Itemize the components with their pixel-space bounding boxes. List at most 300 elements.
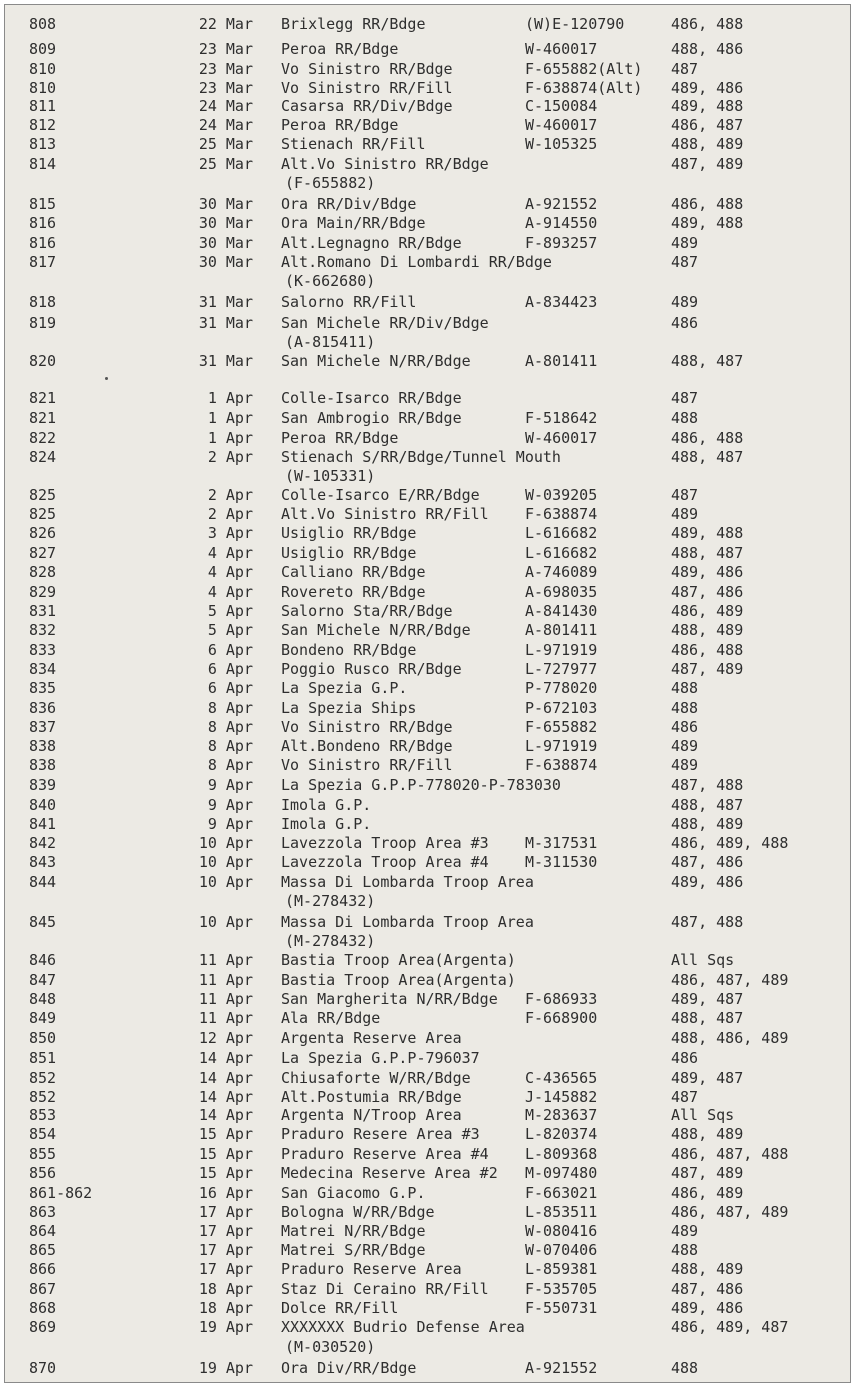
grid-coordinate: M-317531	[525, 834, 598, 852]
target-name: (M-278432)	[285, 892, 376, 910]
grid-coordinate: F-655882	[525, 718, 598, 736]
mission-number: 833	[29, 641, 57, 659]
mission-date: 15 Apr	[198, 1164, 253, 1182]
grid-coordinate: C-436565	[525, 1069, 598, 1087]
target-name: Alt.Postumia RR/Bdge	[281, 1088, 462, 1106]
mission-number: 828	[29, 563, 57, 581]
squadrons: 489, 488	[671, 214, 744, 232]
mission-date: 1 Apr	[207, 389, 253, 407]
mission-number: 844	[29, 873, 57, 891]
squadrons: 487, 489	[671, 1164, 744, 1182]
mission-number: 855	[29, 1145, 57, 1163]
grid-coordinate: L-809368	[525, 1145, 598, 1163]
squadrons: 489	[671, 756, 699, 774]
target-name: (K-662680)	[285, 272, 376, 290]
mission-number: 839	[29, 776, 57, 794]
grid-coordinate: L-820374	[525, 1125, 598, 1143]
mission-number: 831	[29, 602, 57, 620]
target-name: Massa Di Lombarda Troop Area	[281, 873, 534, 891]
mission-number: 837	[29, 718, 57, 736]
mission-number: 808	[29, 15, 57, 33]
target-name: (M-030520)	[285, 1338, 376, 1356]
grid-coordinate: F-638874(Alt)	[525, 79, 643, 97]
grid-coordinate: A-698035	[525, 583, 598, 601]
squadrons: 489	[671, 1222, 699, 1240]
grid-coordinate: A-921552	[525, 195, 598, 213]
mission-date: 17 Apr	[198, 1241, 253, 1259]
grid-coordinate: A-914550	[525, 214, 598, 232]
squadrons: 486, 487	[671, 116, 744, 134]
squadrons: 488, 489	[671, 815, 744, 833]
target-name: Staz Di Ceraino RR/Fill	[281, 1280, 489, 1298]
mission-number: 868	[29, 1299, 57, 1317]
target-name: Argenta Reserve Area	[281, 1029, 462, 1047]
mission-date: 31 Mar	[198, 314, 253, 332]
target-name: Ora Main/RR/Bdge	[281, 214, 426, 232]
mission-number: 821	[29, 389, 57, 407]
mission-number: 853	[29, 1106, 57, 1124]
mission-number: 818	[29, 293, 57, 311]
mission-number: 845	[29, 913, 57, 931]
mission-date: 2 Apr	[207, 448, 253, 466]
mission-number: 849	[29, 1009, 57, 1027]
squadrons: 487	[671, 1088, 699, 1106]
mission-number: 838	[29, 756, 57, 774]
mission-date: 15 Apr	[198, 1125, 253, 1143]
squadrons: 487, 489	[671, 660, 744, 678]
squadrons: 486, 487, 489	[671, 971, 789, 989]
mission-number: 815	[29, 195, 57, 213]
mission-date: 12 Apr	[198, 1029, 253, 1047]
mission-number: 834	[29, 660, 57, 678]
squadrons: 486, 487, 488	[671, 1145, 789, 1163]
squadrons: 488, 489	[671, 621, 744, 639]
mission-number: 847	[29, 971, 57, 989]
target-name: Ora Div/RR/Bdge	[281, 1359, 417, 1377]
mission-date: 6 Apr	[207, 641, 253, 659]
target-name: Rovereto RR/Bdge	[281, 583, 426, 601]
target-name: Alt.Bondeno RR/Bdge	[281, 737, 453, 755]
target-name: Bastia Troop Area(Argenta)	[281, 971, 516, 989]
grid-coordinate: L-616682	[525, 544, 598, 562]
mission-date: 9 Apr	[207, 796, 253, 814]
typed-mission-log-page	[4, 4, 851, 1383]
mission-number: 846	[29, 951, 57, 969]
grid-coordinate: A-746089	[525, 563, 598, 581]
mission-number: 863	[29, 1203, 57, 1221]
mission-date: 11 Apr	[198, 951, 253, 969]
grid-coordinate: A-834423	[525, 293, 598, 311]
squadrons: 488, 486, 489	[671, 1029, 789, 1047]
grid-coordinate: C-150084	[525, 97, 598, 115]
mission-number: 810	[29, 60, 57, 78]
target-name: (A-815411)	[285, 333, 376, 351]
squadrons: 486, 487, 489	[671, 1203, 789, 1221]
ink-speck	[105, 377, 108, 380]
squadrons: 489, 486	[671, 563, 744, 581]
target-name: Lavezzola Troop Area #4	[281, 853, 489, 871]
squadrons: 487	[671, 60, 699, 78]
squadrons: 489, 488	[671, 524, 744, 542]
squadrons: 488, 487	[671, 448, 744, 466]
squadrons: All Sqs	[671, 951, 735, 969]
squadrons: 489	[671, 293, 699, 311]
mission-number: 854	[29, 1125, 57, 1143]
mission-date: 11 Apr	[198, 990, 253, 1008]
mission-date: 17 Apr	[198, 1203, 253, 1221]
target-name: Usiglio RR/Bdge	[281, 544, 417, 562]
mission-date: 4 Apr	[207, 544, 253, 562]
mission-date: 10 Apr	[198, 913, 253, 931]
mission-date: 30 Mar	[198, 195, 253, 213]
target-name: Stienach S/RR/Bdge/Tunnel Mouth	[281, 448, 561, 466]
mission-date: 14 Apr	[198, 1106, 253, 1124]
mission-number: 842	[29, 834, 57, 852]
mission-date: 1 Apr	[207, 409, 253, 427]
target-name: Matrei S/RR/Bdge	[281, 1241, 426, 1259]
mission-date: 19 Apr	[198, 1318, 253, 1336]
squadrons: 488, 487	[671, 796, 744, 814]
mission-date: 11 Apr	[198, 971, 253, 989]
mission-date: 3 Apr	[207, 524, 253, 542]
grid-coordinate: W-460017	[525, 116, 598, 134]
target-name: Matrei N/RR/Bdge	[281, 1222, 426, 1240]
mission-date: 23 Mar	[198, 40, 253, 58]
target-name: Alt.Vo Sinistro RR/Fill	[281, 505, 489, 523]
target-name: Medecina Reserve Area #2	[281, 1164, 498, 1182]
grid-coordinate: F-655882(Alt)	[525, 60, 643, 78]
target-name: San Michele N/RR/Bdge	[281, 352, 471, 370]
mission-date: 17 Apr	[198, 1260, 253, 1278]
mission-number: 856	[29, 1164, 57, 1182]
target-name: Ala RR/Bdge	[281, 1009, 381, 1027]
grid-coordinate: W-070406	[525, 1241, 598, 1259]
grid-coordinate: M-283637	[525, 1106, 598, 1124]
grid-coordinate: F-893257	[525, 234, 598, 252]
grid-coordinate: W-460017	[525, 40, 598, 58]
squadrons: 486, 488	[671, 15, 744, 33]
grid-coordinate: A-801411	[525, 352, 598, 370]
grid-coordinate: L-853511	[525, 1203, 598, 1221]
grid-coordinate: M-311530	[525, 853, 598, 871]
mission-date: 6 Apr	[207, 660, 253, 678]
target-name: La Spezia G.P.	[281, 679, 408, 697]
target-name: Chiusaforte W/RR/Bdge	[281, 1069, 471, 1087]
squadrons: 489, 486	[671, 79, 744, 97]
target-name: Brixlegg RR/Bdge	[281, 15, 426, 33]
grid-coordinate: F-663021	[525, 1184, 598, 1202]
mission-date: 8 Apr	[207, 756, 253, 774]
target-name: Imola G.P.	[281, 815, 372, 833]
squadrons: 487, 488	[671, 776, 744, 794]
squadrons: 488	[671, 1241, 699, 1259]
grid-coordinate: W-039205	[525, 486, 598, 504]
mission-date: 24 Mar	[198, 97, 253, 115]
squadrons: 487	[671, 389, 699, 407]
mission-number: 870	[29, 1359, 57, 1377]
squadrons: 486	[671, 314, 699, 332]
target-name: (W-105331)	[285, 467, 376, 485]
mission-number: 835	[29, 679, 57, 697]
grid-coordinate: L-727977	[525, 660, 598, 678]
squadrons: 486, 489	[671, 602, 744, 620]
target-name: Dolce RR/Fill	[281, 1299, 399, 1317]
mission-number: 819	[29, 314, 57, 332]
mission-date: 14 Apr	[198, 1088, 253, 1106]
mission-date: 19 Apr	[198, 1359, 253, 1377]
mission-number: 825	[29, 486, 57, 504]
target-name: Salorno RR/Fill	[281, 293, 417, 311]
grid-coordinate: W-080416	[525, 1222, 598, 1240]
target-name: San Michele N/RR/Bdge	[281, 621, 471, 639]
target-name: Lavezzola Troop Area #3	[281, 834, 489, 852]
mission-date: 18 Apr	[198, 1280, 253, 1298]
mission-date: 9 Apr	[207, 815, 253, 833]
target-name: Salorno Sta/RR/Bdge	[281, 602, 453, 620]
target-name: Peroa RR/Bdge	[281, 40, 399, 58]
squadrons: 489, 487	[671, 1069, 744, 1087]
mission-number: 852	[29, 1069, 57, 1087]
target-name: La Spezia Ships	[281, 699, 417, 717]
grid-coordinate: (W)E-120790	[525, 15, 625, 33]
target-name: Calliano RR/Bdge	[281, 563, 426, 581]
target-name: Praduro Reserve Area	[281, 1260, 462, 1278]
squadrons: 487, 489	[671, 155, 744, 173]
squadrons: 488, 486	[671, 40, 744, 58]
mission-number: 866	[29, 1260, 57, 1278]
mission-date: 30 Mar	[198, 234, 253, 252]
mission-date: 4 Apr	[207, 583, 253, 601]
mission-date: 24 Mar	[198, 116, 253, 134]
grid-coordinate: F-550731	[525, 1299, 598, 1317]
squadrons: 487	[671, 486, 699, 504]
squadrons: 488, 487	[671, 352, 744, 370]
grid-coordinate: F-686933	[525, 990, 598, 1008]
grid-coordinate: A-841430	[525, 602, 598, 620]
mission-number: 813	[29, 135, 57, 153]
mission-number: 832	[29, 621, 57, 639]
target-name: La Spezia G.P.P-778020-P-783030	[281, 776, 561, 794]
target-name: Alt.Legnagno RR/Bdge	[281, 234, 462, 252]
mission-number: 869	[29, 1318, 57, 1336]
squadrons: 488, 489	[671, 135, 744, 153]
mission-date: 11 Apr	[198, 1009, 253, 1027]
grid-coordinate: L-971919	[525, 641, 598, 659]
mission-number: 827	[29, 544, 57, 562]
grid-coordinate: P-672103	[525, 699, 598, 717]
mission-date: 18 Apr	[198, 1299, 253, 1317]
mission-date: 15 Apr	[198, 1145, 253, 1163]
mission-date: 22 Mar	[198, 15, 253, 33]
target-name: Vo Sinistro RR/Bdge	[281, 60, 453, 78]
mission-date: 8 Apr	[207, 737, 253, 755]
squadrons: 489, 488	[671, 97, 744, 115]
target-name: Massa Di Lombarda Troop Area	[281, 913, 534, 931]
target-name: Bastia Troop Area(Argenta)	[281, 951, 516, 969]
mission-date: 5 Apr	[207, 621, 253, 639]
mission-date: 9 Apr	[207, 776, 253, 794]
grid-coordinate: L-971919	[525, 737, 598, 755]
mission-date: 6 Apr	[207, 679, 253, 697]
target-name: (M-278432)	[285, 932, 376, 950]
grid-coordinate: F-638874	[525, 505, 598, 523]
mission-number: 864	[29, 1222, 57, 1240]
squadrons: 488	[671, 409, 699, 427]
mission-date: 8 Apr	[207, 699, 253, 717]
mission-number: 816	[29, 234, 57, 252]
target-name: Poggio Rusco RR/Bdge	[281, 660, 462, 678]
squadrons: 486, 488	[671, 195, 744, 213]
mission-date: 2 Apr	[207, 505, 253, 523]
mission-date: 31 Mar	[198, 352, 253, 370]
mission-number: 809	[29, 40, 57, 58]
mission-date: 8 Apr	[207, 718, 253, 736]
squadrons: 486	[671, 1049, 699, 1067]
squadrons: 488	[671, 699, 699, 717]
mission-date: 5 Apr	[207, 602, 253, 620]
target-name: Colle-Isarco RR/Bdge	[281, 389, 462, 407]
mission-number: 816	[29, 214, 57, 232]
mission-number: 838	[29, 737, 57, 755]
target-name: Usiglio RR/Bdge	[281, 524, 417, 542]
mission-number: 824	[29, 448, 57, 466]
squadrons: 488, 489	[671, 1260, 744, 1278]
mission-number: 825	[29, 505, 57, 523]
grid-coordinate: F-668900	[525, 1009, 598, 1027]
squadrons: 487, 486	[671, 1280, 744, 1298]
mission-date: 23 Mar	[198, 60, 253, 78]
target-name: Vo Sinistro RR/Fill	[281, 79, 453, 97]
mission-date: 25 Mar	[198, 155, 253, 173]
grid-coordinate: F-535705	[525, 1280, 598, 1298]
target-name: San Margherita N/RR/Bdge	[281, 990, 498, 1008]
target-name: San Giacomo G.P.	[281, 1184, 426, 1202]
target-name: Vo Sinistro RR/Bdge	[281, 718, 453, 736]
mission-number: 810	[29, 79, 57, 97]
grid-coordinate: L-616682	[525, 524, 598, 542]
mission-date: 4 Apr	[207, 563, 253, 581]
squadrons: 488	[671, 1359, 699, 1377]
mission-number: 817	[29, 253, 57, 271]
mission-number: 843	[29, 853, 57, 871]
mission-date: 10 Apr	[198, 834, 253, 852]
mission-number: 822	[29, 429, 57, 447]
target-name: Bondeno RR/Bdge	[281, 641, 417, 659]
mission-number: 852	[29, 1088, 57, 1106]
mission-number: 851	[29, 1049, 57, 1067]
squadrons: 488, 489	[671, 1125, 744, 1143]
mission-number: 840	[29, 796, 57, 814]
target-name: Bologna W/RR/Bdge	[281, 1203, 435, 1221]
squadrons: 486, 489, 487	[671, 1318, 789, 1336]
mission-number: 820	[29, 352, 57, 370]
grid-coordinate: F-638874	[525, 756, 598, 774]
target-name: Stienach RR/Fill	[281, 135, 426, 153]
squadrons: 486, 488	[671, 429, 744, 447]
mission-number: 865	[29, 1241, 57, 1259]
mission-date: 10 Apr	[198, 853, 253, 871]
grid-coordinate: W-105325	[525, 135, 598, 153]
mission-date: 31 Mar	[198, 293, 253, 311]
squadrons: 487, 486	[671, 853, 744, 871]
mission-number: 861-862	[29, 1184, 93, 1202]
mission-number: 821	[29, 409, 57, 427]
grid-coordinate: F-518642	[525, 409, 598, 427]
target-name: Praduro Reserve Area #4	[281, 1145, 489, 1163]
mission-number: 829	[29, 583, 57, 601]
target-name: XXXXXXX Budrio Defense Area	[281, 1318, 525, 1336]
target-name: Alt.Vo Sinistro RR/Bdge	[281, 155, 489, 173]
squadrons: 486, 489	[671, 1184, 744, 1202]
squadrons: All Sqs	[671, 1106, 735, 1124]
mission-date: 23 Mar	[198, 79, 253, 97]
mission-date: 17 Apr	[198, 1222, 253, 1240]
target-name: San Michele RR/Div/Bdge	[281, 314, 489, 332]
grid-coordinate: W-460017	[525, 429, 598, 447]
mission-date: 14 Apr	[198, 1069, 253, 1087]
mission-number: 812	[29, 116, 57, 134]
target-name: Ora RR/Div/Bdge	[281, 195, 417, 213]
mission-number: 836	[29, 699, 57, 717]
mission-date: 2 Apr	[207, 486, 253, 504]
mission-date: 1 Apr	[207, 429, 253, 447]
mission-number: 841	[29, 815, 57, 833]
squadrons: 486, 488	[671, 641, 744, 659]
target-name: Vo Sinistro RR/Fill	[281, 756, 453, 774]
grid-coordinate: A-921552	[525, 1359, 598, 1377]
squadrons: 489, 486	[671, 1299, 744, 1317]
mission-date: 10 Apr	[198, 873, 253, 891]
grid-coordinate: A-801411	[525, 621, 598, 639]
squadrons: 488, 487	[671, 1009, 744, 1027]
grid-coordinate: P-778020	[525, 679, 598, 697]
squadrons: 488, 487	[671, 544, 744, 562]
mission-number: 814	[29, 155, 57, 173]
target-name: La Spezia G.P.P-796037	[281, 1049, 480, 1067]
squadrons: 489	[671, 505, 699, 523]
squadrons: 489, 487	[671, 990, 744, 1008]
target-name: (F-655882)	[285, 174, 376, 192]
mission-number: 811	[29, 97, 57, 115]
squadrons: 486	[671, 718, 699, 736]
mission-date: 30 Mar	[198, 214, 253, 232]
grid-coordinate: J-145882	[525, 1088, 598, 1106]
target-name: Casarsa RR/Div/Bdge	[281, 97, 453, 115]
mission-date: 30 Mar	[198, 253, 253, 271]
target-name: Peroa RR/Bdge	[281, 116, 399, 134]
squadrons: 487, 488	[671, 913, 744, 931]
target-name: Argenta N/Troop Area	[281, 1106, 462, 1124]
target-name: Praduro Resere Area #3	[281, 1125, 480, 1143]
mission-date: 16 Apr	[198, 1184, 253, 1202]
target-name: Imola G.P.	[281, 796, 372, 814]
squadrons: 487, 486	[671, 583, 744, 601]
grid-coordinate: L-859381	[525, 1260, 598, 1278]
squadrons: 487	[671, 253, 699, 271]
mission-date: 14 Apr	[198, 1049, 253, 1067]
squadrons: 486, 489, 488	[671, 834, 789, 852]
mission-number: 850	[29, 1029, 57, 1047]
target-name: Colle-Isarco E/RR/Bdge	[281, 486, 480, 504]
squadrons: 489	[671, 234, 699, 252]
mission-date: 25 Mar	[198, 135, 253, 153]
mission-number: 848	[29, 990, 57, 1008]
target-name: San Ambrogio RR/Bdge	[281, 409, 462, 427]
target-name: Peroa RR/Bdge	[281, 429, 399, 447]
grid-coordinate: M-097480	[525, 1164, 598, 1182]
squadrons: 489, 486	[671, 873, 744, 891]
squadrons: 489	[671, 737, 699, 755]
